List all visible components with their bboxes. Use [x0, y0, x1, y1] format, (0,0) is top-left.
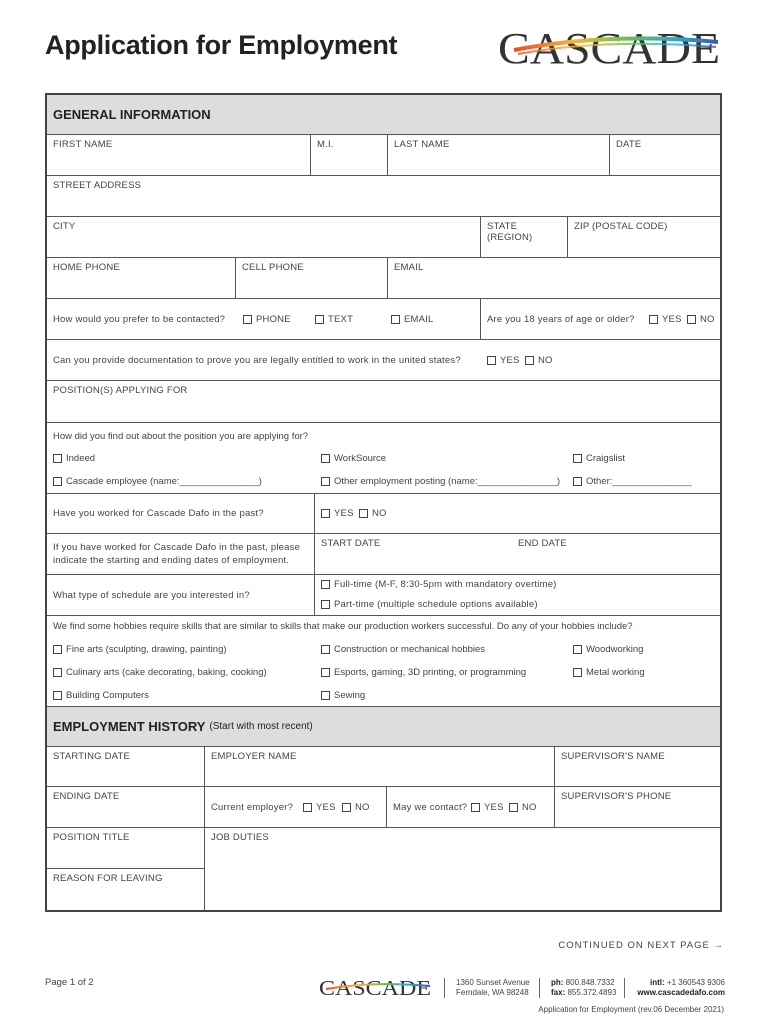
past-dates-field[interactable] — [315, 534, 720, 574]
mi-label: M.I. — [317, 139, 334, 150]
checkbox-icon — [53, 668, 62, 677]
checkbox-icon — [487, 356, 496, 365]
positions-row — [47, 381, 720, 423]
logo-wordmark: CASCADE — [498, 24, 720, 72]
option-label: NO — [372, 508, 387, 519]
worked-yes-checkbox[interactable] — [321, 508, 354, 519]
current-employer-question — [205, 787, 387, 827]
option-label: NO — [355, 801, 370, 813]
current-no-checkbox[interactable] — [342, 802, 370, 813]
hobbies-question: We find some hobbies require skills that are similar to skills that make our production workers successful. Do any of your hobbies include? — [53, 621, 633, 632]
contact-row — [47, 299, 720, 340]
cascade-logo-graphic — [496, 20, 728, 72]
email-label: EMAIL — [394, 262, 424, 273]
checkbox-icon — [359, 509, 368, 518]
state-field[interactable] — [481, 217, 568, 257]
option-label: NO — [522, 801, 537, 813]
page-title: Application for Employment — [45, 30, 398, 60]
zip-field[interactable] — [568, 217, 720, 257]
hobby-esports-checkbox[interactable] — [321, 667, 526, 678]
footer-separator — [539, 978, 540, 998]
position-title-label: POSITION TITLE — [53, 832, 130, 843]
positions-label: POSITION(S) APPLYING FOR — [53, 385, 188, 396]
option-label: YES — [334, 508, 354, 519]
hobby-sewing-checkbox[interactable] — [321, 690, 365, 701]
street-address-label: STREET ADDRESS — [53, 180, 142, 191]
phone-number: 800.848.7332 — [565, 978, 615, 987]
option-label: NO — [700, 313, 715, 325]
positions-field[interactable] — [47, 381, 720, 422]
find-other-checkbox[interactable] — [573, 476, 692, 487]
checkbox-icon — [573, 454, 582, 463]
age-yes-checkbox[interactable] — [649, 314, 682, 325]
age-question-text: Are you 18 years of age or older? — [487, 313, 635, 325]
age-no-checkbox[interactable] — [687, 314, 715, 325]
option-label: YES — [316, 801, 336, 813]
find-out-row — [47, 423, 720, 494]
schedule-question-text: What type of schedule are you interested in? — [53, 589, 250, 601]
general-information-header — [47, 95, 720, 135]
footer-logo-wordmark: CASCADE — [319, 976, 431, 999]
option-label: Craigslist — [586, 453, 626, 464]
end-date-label: END DATE — [518, 538, 567, 549]
starting-date-field[interactable] — [47, 747, 205, 786]
option-label: YES — [662, 313, 682, 325]
checkbox-icon — [53, 645, 62, 654]
section-subtitle: (Start with most recent) — [209, 721, 313, 732]
checkbox-icon — [687, 315, 696, 324]
section-title: EMPLOYMENT HISTORY — [53, 719, 206, 734]
email-field[interactable] — [388, 258, 720, 298]
checkbox-icon — [321, 668, 330, 677]
age-question — [481, 299, 720, 339]
employer-name-field[interactable] — [205, 747, 555, 786]
mi-field[interactable] — [311, 135, 388, 175]
fax-label: fax: — [551, 988, 566, 997]
duties-row — [47, 828, 720, 910]
state-label: STATE (REGION) — [487, 221, 533, 243]
current-yes-checkbox[interactable] — [303, 802, 336, 813]
employer-name-label: EMPLOYER NAME — [211, 751, 297, 762]
contact-text-checkbox[interactable] — [315, 314, 353, 325]
schedule-row — [47, 575, 720, 616]
checkbox-icon — [573, 645, 582, 654]
option-label: Cascade employee (name:_______________) — [66, 476, 262, 487]
option-label: Other:_______________ — [586, 476, 692, 487]
option-label: Indeed — [66, 453, 96, 464]
hobby-fine-arts-checkbox[interactable] — [53, 644, 227, 655]
ending-date-label: ENDING DATE — [53, 791, 120, 802]
schedule-parttime-checkbox[interactable] — [321, 599, 538, 610]
street-address-field[interactable] — [47, 176, 720, 216]
doc-yes-checkbox[interactable] — [487, 355, 520, 366]
checkbox-icon — [649, 315, 658, 324]
option-label: Construction or mechanical hobbies — [334, 644, 486, 655]
option-label: NO — [538, 354, 553, 366]
option-label: Full-time (M-F, 8:30-5pm with mandatory overtime) — [334, 579, 557, 590]
phone-row — [47, 258, 720, 299]
contact-yes-checkbox[interactable] — [471, 802, 504, 813]
position-title-field[interactable] — [47, 828, 204, 869]
zip-label: ZIP (POSTAL CODE) — [574, 221, 668, 232]
hobby-computers-checkbox[interactable] — [53, 690, 149, 701]
street-row — [47, 176, 720, 217]
address-line-1: 1360 Sunset Avenue — [456, 978, 530, 987]
worked-before-text: Have you worked for Cascade Dafo in the past? — [53, 508, 264, 519]
contact-email-checkbox[interactable] — [391, 314, 434, 325]
date-field[interactable] — [610, 135, 720, 175]
ending-date-field[interactable] — [47, 787, 205, 827]
intl-label: intl: — [650, 978, 665, 987]
option-label: EMAIL — [404, 313, 434, 325]
last-name-field[interactable] — [388, 135, 610, 175]
website-link[interactable]: www.cascadedafo.com — [637, 988, 725, 997]
hobby-culinary-checkbox[interactable] — [53, 667, 267, 678]
checkbox-icon — [342, 803, 351, 812]
option-label: Metal working — [586, 667, 645, 678]
current-employer-text: Current employer? — [211, 801, 294, 813]
cell-phone-label: CELL PHONE — [242, 262, 304, 273]
checkbox-icon — [321, 580, 330, 589]
option-label: PHONE — [256, 313, 291, 325]
documentation-question-text: Can you provide documentation to prove you are legally entitled to work in the united states? — [53, 354, 461, 366]
date-label: DATE — [616, 139, 642, 150]
continued-note: CONTINUED ON NEXT PAGE → — [558, 940, 724, 951]
checkbox-icon — [53, 477, 62, 486]
cell-phone-field[interactable] — [236, 258, 388, 298]
checkbox-icon — [53, 454, 62, 463]
footer-phones — [551, 978, 616, 998]
checkbox-icon — [321, 509, 330, 518]
address-line-2: Ferndale, WA 98248 — [456, 988, 529, 997]
checkbox-icon — [471, 803, 480, 812]
option-label: YES — [484, 801, 504, 813]
city-label: CITY — [53, 221, 76, 232]
option-label: YES — [500, 354, 520, 366]
doc-no-checkbox[interactable] — [525, 355, 553, 366]
option-label: Esports, gaming, 3D printing, or programming — [334, 667, 527, 678]
checkbox-icon — [315, 315, 324, 324]
hobby-construction-checkbox[interactable] — [321, 644, 485, 655]
option-label: Part-time (multiple schedule options available) — [334, 599, 538, 610]
first-name-label: FIRST NAME — [53, 139, 113, 150]
worked-no-checkbox[interactable] — [359, 508, 387, 519]
checkbox-icon — [53, 691, 62, 700]
checkbox-icon — [321, 645, 330, 654]
checkbox-icon — [573, 477, 582, 486]
documentation-row — [47, 340, 720, 381]
contact-preference — [47, 299, 481, 339]
option-label: Fine arts (sculpting, drawing, painting) — [66, 644, 227, 655]
footer-intl — [636, 978, 725, 998]
worked-before-question — [47, 494, 315, 533]
home-phone-field[interactable] — [47, 258, 236, 298]
footer-logo-graphic — [318, 975, 434, 999]
find-employee-checkbox[interactable] — [53, 476, 262, 487]
city-row — [47, 217, 720, 258]
checkbox-icon — [321, 477, 330, 486]
employer-row — [47, 747, 720, 787]
checkbox-icon — [321, 600, 330, 609]
checkbox-icon — [303, 803, 312, 812]
checkbox-icon — [509, 803, 518, 812]
supervisor-name-field[interactable] — [555, 747, 720, 786]
hobby-metal-checkbox[interactable] — [573, 667, 645, 678]
last-name-label: LAST NAME — [394, 139, 450, 150]
checkbox-icon — [321, 691, 330, 700]
option-label: Woodworking — [586, 644, 644, 655]
schedule-question — [47, 575, 315, 615]
footer-logo — [318, 975, 434, 999]
hobby-woodworking-checkbox[interactable] — [573, 644, 643, 655]
name-row — [47, 135, 720, 176]
worked-before-options — [315, 494, 720, 533]
checkbox-icon — [391, 315, 400, 324]
find-craigslist-checkbox[interactable] — [573, 453, 625, 464]
revision-note: Application for Employment (rev.06 December 2021) — [538, 1005, 724, 1014]
past-dates-question — [47, 534, 315, 574]
find-worksource-checkbox[interactable] — [321, 453, 386, 464]
section-title: GENERAL INFORMATION — [53, 107, 211, 122]
supervisor-name-label: SUPERVISOR'S NAME — [561, 751, 665, 762]
past-dates-row — [47, 534, 720, 575]
cascade-logo — [496, 20, 728, 72]
reason-for-leaving-label: REASON FOR LEAVING — [53, 873, 163, 884]
checkbox-icon — [573, 668, 582, 677]
checkbox-icon — [321, 454, 330, 463]
job-duties-field[interactable] — [205, 828, 720, 910]
may-contact-text: May we contact? — [393, 801, 468, 813]
left-column — [47, 828, 205, 910]
schedule-options — [315, 575, 720, 615]
hobbies-row — [47, 616, 720, 707]
footer-separator — [624, 978, 625, 998]
find-out-question: How did you find out about the position you are applying for? — [53, 431, 309, 442]
ending-date-row — [47, 787, 720, 828]
option-label: WorkSource — [334, 453, 387, 464]
first-name-field[interactable] — [47, 135, 311, 175]
fax-number: 855.372.4893 — [567, 988, 617, 997]
documentation-question — [47, 340, 720, 380]
city-field[interactable] — [47, 217, 481, 257]
starting-date-label: STARTING DATE — [53, 751, 131, 762]
page-number: Page 1 of 2 — [45, 977, 94, 988]
intl-number: +1 360543 9306 — [666, 978, 725, 987]
supervisor-phone-label: SUPERVISOR'S PHONE — [561, 791, 672, 802]
home-phone-label: HOME PHONE — [53, 262, 120, 273]
employment-history-header — [47, 707, 720, 747]
find-indeed-checkbox[interactable] — [53, 453, 95, 464]
supervisor-phone-field[interactable] — [555, 787, 720, 827]
option-label: Building Computers — [66, 690, 149, 701]
checkbox-icon — [243, 315, 252, 324]
find-other-posting-checkbox[interactable] — [321, 476, 560, 487]
contact-phone-checkbox[interactable] — [243, 314, 291, 325]
option-label: Sewing — [334, 690, 366, 701]
worked-before-row — [47, 494, 720, 534]
option-label: Other employment posting (name:_______________) — [334, 476, 561, 487]
schedule-fulltime-checkbox[interactable] — [321, 579, 557, 590]
start-date-label: START DATE — [321, 538, 381, 549]
footer-separator — [444, 978, 445, 998]
checkbox-icon — [525, 356, 534, 365]
past-dates-text: If you have worked for Cascade Dafo in the past, please indicate the starting and ending dates of employment. — [53, 542, 301, 566]
application-form — [45, 93, 722, 912]
contact-question: How would you prefer to be contacted? — [53, 313, 226, 325]
footer-address — [456, 978, 530, 998]
phone-label: ph: — [551, 978, 564, 987]
option-label: Culinary arts (cake decorating, baking, cooking) — [66, 667, 267, 678]
job-duties-label: JOB DUTIES — [211, 832, 269, 843]
may-contact-question — [387, 787, 555, 827]
reason-for-leaving-field[interactable] — [47, 869, 204, 910]
contact-no-checkbox[interactable] — [509, 802, 537, 813]
option-label: TEXT — [328, 313, 354, 325]
